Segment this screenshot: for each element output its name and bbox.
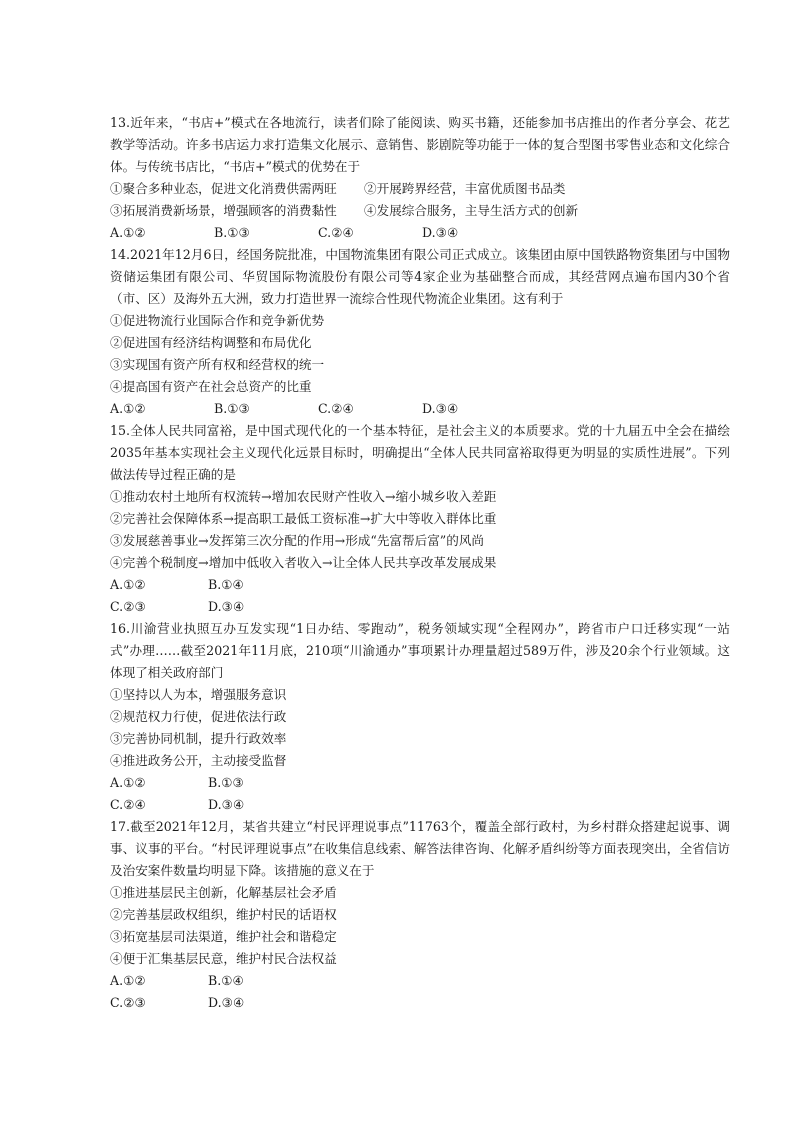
answer-choices [110, 970, 734, 992]
answer-choices [110, 772, 734, 794]
option-2: ②完善社会保障体系→提高职工最低工资标准→扩大中等收入群体比重 [110, 511, 497, 526]
option-2: ②完善基层政权组织，维护村民的话语权 [110, 907, 337, 922]
option-1: ①推动农村土地所有权流转→增加农民财产性收入→缩小城乡收入差距 [110, 489, 497, 504]
options-row [110, 178, 730, 200]
question-stem: 14.2021年12月6日，经国务院批准，中国物流集团有限公司正式成立。该集团由原中国铁路物资集团与中国物资储运集团有限公司、华贸国际物流股份有限公司等4家企业为基础整合而成，其经营网点遍布国内30个省（市、区）及海外五大洲，致力打造世界一流综合性现代物流企业集团。这有利于 [110, 247, 730, 306]
answer-c: C.②④ [110, 797, 146, 812]
answer-a: A.①② [110, 577, 146, 592]
option-2: ②开展跨界经营，丰富优质图书品类 [364, 181, 566, 196]
answer-choices [110, 794, 734, 816]
answer-c: C.②④ [318, 401, 354, 416]
answer-c: C.②④ [318, 225, 354, 240]
question-17 [110, 816, 734, 1014]
option-1: ①聚合多种业态，促进文化消费供需两旺 [110, 181, 337, 196]
option-1: ①促进物流行业国际合作和竞争新优势 [110, 313, 325, 328]
question-stem: 16.川渝营业执照互办互发实现“1日办结、零跑动”，税务领域实现“全程网办”，跨省市户口迁移实现“一站式”办理……截至2021年11月底，210项“川渝通办”事项累计办理量超过589万件，涉及20余个行业领域。这体现了相关政府部门 [110, 621, 730, 680]
answer-a: A.①② [110, 401, 146, 416]
answer-choices [110, 398, 734, 420]
question-15 [110, 420, 734, 618]
answer-a: A.①② [110, 775, 146, 790]
question-stem: 15.全体人民共同富裕，是中国式现代化的一个基本特征，是社会主义的本质要求。党的十九届五中全会在描绘2035年基本实现社会主义现代化远景目标时，明确提出“全体人民共同富裕取得更为明显的实质性进展”。下列做法传导过程正确的是 [110, 423, 730, 482]
answer-d: D.③④ [208, 797, 245, 812]
answer-choices [110, 222, 734, 244]
answer-b: B.①④ [208, 577, 244, 592]
answer-d: D.③④ [422, 225, 459, 240]
answer-c: C.②③ [110, 599, 146, 614]
answer-c: C.②③ [110, 995, 146, 1010]
option-2: ②促进国有经济结构调整和布局优化 [110, 335, 312, 350]
option-4: ④完善个税制度→增加中低收入者收入→让全体人民共享改革发展成果 [110, 555, 497, 570]
option-3: ③实现国有资产所有权和经营权的统一 [110, 357, 325, 372]
answer-d: D.③④ [422, 401, 459, 416]
answer-choices [110, 992, 734, 1014]
option-4: ④便于汇集基层民意，维护村民合法权益 [110, 951, 337, 966]
answer-a: A.①② [110, 225, 146, 240]
answer-a: A.①② [110, 973, 146, 988]
question-stem: 13.近年来，“书店+”模式在各地流行，读者们除了能阅读、购买书籍，还能参加书店推出的作者分享会、花艺教学等活动。许多书店运力求打造集文化展示、意销售、影剧院等功能于一体的复合型图书零售业态和文化综合体。与传统书店比，“书店+”模式的优势在于 [110, 115, 730, 174]
question-14 [110, 244, 734, 420]
option-3: ③拓宽基层司法渠道，维护社会和谐稳定 [110, 929, 337, 944]
question-16 [110, 618, 734, 816]
option-3: ③完善协同机制，提升行政效率 [110, 731, 287, 746]
answer-b: B.①④ [208, 973, 244, 988]
answer-d: D.③④ [208, 599, 245, 614]
question-13 [110, 112, 734, 244]
answer-choices [110, 596, 734, 618]
option-4: ④提高国有资产在社会总资产的比重 [110, 379, 312, 394]
option-1: ①坚持以人为本，增强服务意识 [110, 687, 287, 702]
options-row [110, 200, 730, 222]
option-3: ③拓展消费新场景，增强顾客的消费黏性 [110, 203, 337, 218]
answer-b: B.①③ [214, 225, 250, 240]
question-stem: 17.截至2021年12月，某省共建立“村民评理说事点”11763个，覆盖全部行政村，为乡村群众搭建起说事、调事、议事的平台。“村民评理说事点”在收集信息线索、解答法律咨询、化解矛盾纠纷等方面表现突出，全省信访及治安案件数量均明显下降。该措施的意义在于 [110, 819, 730, 878]
answer-b: B.①③ [214, 401, 250, 416]
answer-b: B.①③ [208, 775, 244, 790]
option-2: ②规范权力行使，促进依法行政 [110, 709, 287, 724]
option-3: ③发展慈善事业→发挥第三次分配的作用→形成“先富帮后富”的风尚 [110, 533, 485, 548]
answer-choices [110, 574, 734, 596]
answer-d: D.③④ [208, 995, 245, 1010]
option-4: ④发展综合服务，主导生活方式的创新 [364, 203, 579, 218]
option-1: ①推进基层民主创新，化解基层社会矛盾 [110, 885, 337, 900]
option-4: ④推进政务公开，主动接受监督 [110, 753, 287, 768]
